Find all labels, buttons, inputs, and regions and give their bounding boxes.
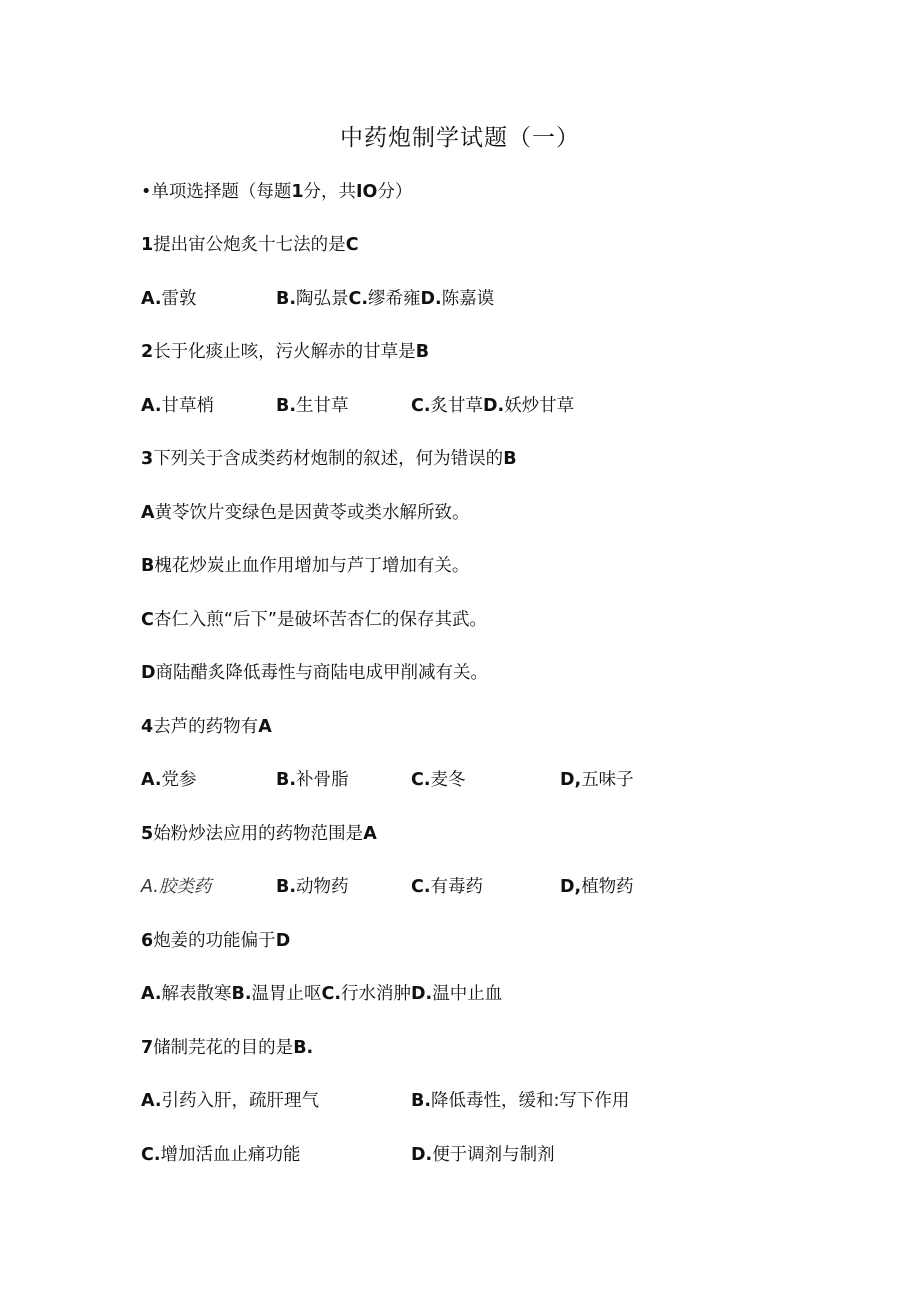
question-answer: B — [503, 449, 517, 469]
question-answer: B. — [293, 1038, 314, 1058]
section-heading: •单项选择题（每题1分，共IO分） — [141, 182, 413, 202]
option-row: A.解表散寒B.温胃止呕C.行水消肿D.温中止血 — [141, 984, 503, 1004]
option-d: D,植物药 — [560, 877, 634, 897]
option-a: A.引药入肝，疏肝理气 — [141, 1091, 320, 1111]
question-answer: B — [415, 342, 430, 362]
option-d: D.便于调剂与制剂 — [411, 1145, 555, 1165]
question-1 — [141, 233, 359, 257]
question-text: 下列关于含成类药材炮制的叙述，何为错误的 — [153, 449, 504, 469]
option-a: A.党参 — [141, 770, 197, 790]
question-number: 5 — [141, 824, 154, 844]
option-d: D商陆醋炙降低毒性与商陆电成甲削减有关。 — [141, 663, 489, 683]
document-title: 中药炮制学试题（一） — [340, 125, 580, 151]
question-number: 6 — [141, 931, 154, 951]
option-b-c-d: B.陶弘景C.缪希雍D.陈嘉谟 — [276, 289, 495, 309]
option-c: C.增加活血止痛功能 — [141, 1145, 301, 1165]
option-a: A.胶类药 — [141, 877, 212, 897]
option-c: C杏仁入煎“后下”是破坏苦杏仁的保存其武。 — [141, 610, 487, 630]
question-number: 7 — [141, 1038, 154, 1058]
question-answer: A — [363, 824, 377, 844]
option-c: C.有毒药 — [411, 877, 483, 897]
question-answer: A — [258, 717, 272, 737]
option-b: B槐花炒炭止血作用增加与芦丁增加有关。 — [141, 556, 470, 576]
option-a: A黄苓饮片变绿色是因黄苓或类水解所致。 — [141, 503, 470, 523]
option-b: B.降低毒性，缓和:写下作用 — [411, 1091, 630, 1111]
option-a: A.甘草梢 — [141, 396, 215, 416]
question-2 — [141, 340, 429, 364]
question-text: 提出宙公炮炙十七法的是 — [153, 235, 346, 255]
question-answer: C — [345, 235, 359, 255]
question-number: 2 — [141, 342, 154, 362]
option-b: B.补骨脂 — [276, 770, 349, 790]
question-3 — [141, 447, 517, 471]
question-4 — [141, 715, 272, 739]
question-5 — [141, 822, 377, 846]
question-text: 长于化痰止咳，污火解赤的甘草是 — [153, 342, 416, 362]
option-a: A.雷敦 — [141, 289, 197, 309]
question-6 — [141, 929, 290, 953]
question-text: 去芦的药物有 — [153, 717, 259, 737]
option-b: B.动物药 — [276, 877, 349, 897]
question-7 — [141, 1036, 313, 1060]
option-d: D,五味子 — [560, 770, 634, 790]
question-text: 储制芫花的目的是 — [153, 1038, 294, 1058]
question-text: 炮姜的功能偏于 — [153, 931, 276, 951]
question-answer: D — [275, 931, 291, 951]
question-number: 3 — [141, 449, 154, 469]
option-b: B.生甘草 — [276, 396, 349, 416]
question-number: 4 — [141, 717, 154, 737]
option-c: C.麦冬 — [411, 770, 466, 790]
option-c-d: C.炙甘草D.妖炒甘草 — [411, 396, 575, 416]
bullet: • — [141, 182, 152, 202]
question-text: 始粉炒法应用的药物范围是 — [153, 824, 364, 844]
question-number: 1 — [141, 235, 154, 255]
